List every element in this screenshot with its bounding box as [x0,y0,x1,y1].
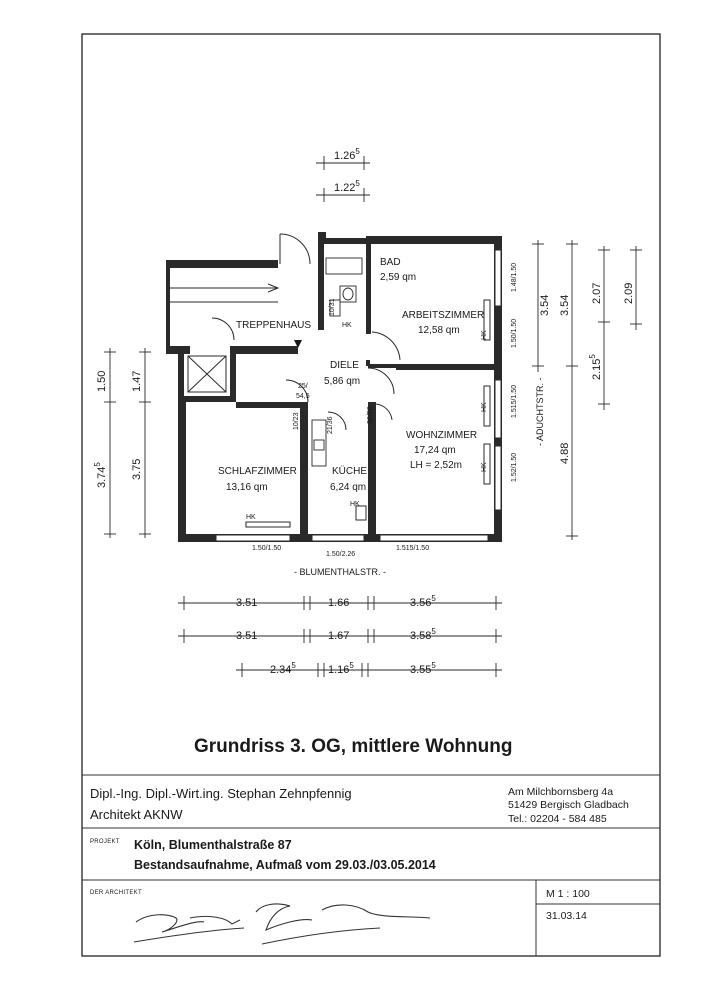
dim-row1-2: 1.66 [328,597,350,609]
dim-row3-3: 3.55$^5$ [410,661,436,676]
room-bad-area: 2,59 qm [380,272,417,283]
schlaf-door-dim: 10/23 [293,412,300,430]
arbeits-window-dim-bottom: 1.50/1.50 [511,318,518,348]
windows [216,250,501,541]
hk-label-kueche: HK [350,501,360,508]
dim-row1-1: 3.51 [236,597,258,609]
room-kueche-name: KÜCHE [332,466,368,477]
bad-door-dim: 10/31 [329,298,336,316]
wohn-window-dim-bottom: 1.52/1.50 [511,452,518,482]
room-schlafzimmer-area: 13,16 qm [226,482,268,493]
dim-row3-2: 1.16$^5$ [328,661,354,676]
architect-name: Dipl.-Ing. Dipl.-Wirt.ing. Stephan Zehnpfennig [90,786,352,801]
room-kueche-area: 6,24 qm [330,482,367,493]
arbeits-window-dim-top: 1.48/1.50 [511,262,518,292]
room-wohnzimmer-height: LH = 2,52m [410,460,462,471]
stair-lines [166,284,278,302]
dim-right-1: 3.54 [539,294,551,316]
diele-door-dim-bottom: 54,5 [296,393,310,400]
architect-signature [134,904,430,944]
dim-right-5: 2.15$^5$ [588,354,603,380]
room-arbeitszimmer-name: ARBEITSZIMMER [402,310,485,321]
dim-right-3: 2.07 [591,282,603,304]
hk-label-wohn-1: HK [481,402,488,412]
signature-label: DER ARCHITEKT [90,890,142,896]
hk-label-schlaf: HK [246,514,256,521]
street-front: - BLUMENTHALSTR. - [294,567,387,577]
dim-top-2: 1.22$^5$ [334,179,360,194]
dim-left-4: 3.75 [131,458,143,480]
kueche-door-dim: 21/36 [327,416,334,434]
hk-label-wohn-2: HK [481,462,488,472]
room-treppenhaus-name: TREPPENHAUS [236,320,312,331]
room-arbeitszimmer-area: 12,58 qm [418,325,460,336]
room-schlafzimmer-name: SCHLAFZIMMER [218,466,297,477]
elevator-icon [188,356,226,392]
dim-left-1: 1.50 [96,370,108,392]
hk-label-bad: HK [342,322,352,329]
dim-left-2: 3.74$^5$ [93,462,108,488]
scale-label: M 1 : 100 [546,888,590,900]
dim-left-3: 1.47 [131,370,143,392]
schlaf-window-dim: 1.50/1.50 [252,545,282,552]
room-diele-area: 5,86 qm [324,376,361,387]
architect-city: 51429 Bergisch Gladbach [508,799,629,811]
dim-right-6: 4.88 [559,442,571,464]
drawing-title: Grundriss 3. OG, mittlere Wohnung [194,736,513,757]
wohn-door-dim: 36/56 [367,406,374,424]
project-address: Köln, Blumenthalstraße 87 [134,838,292,852]
diele-door-dim-top: 25/ [298,383,308,390]
room-wohnzimmer-area: 17,24 qm [414,445,456,456]
architect-phone: Tel.: 02204 - 584 485 [508,813,607,825]
dim-row3-1: 2.34$^5$ [270,661,296,676]
dimension-labels [93,147,635,676]
room-wohnzimmer-name: WOHNZIMMER [406,430,478,441]
dim-row1-3: 3.56$^5$ [410,594,436,609]
dim-row2-3: 3.58$^5$ [410,627,436,642]
dim-row2-1: 3.51 [236,630,258,642]
room-labels [218,257,484,493]
architect-title: Architekt AKNW [90,807,183,822]
room-bad-name: BAD [380,257,401,268]
dim-right-2: 3.54 [559,294,571,316]
dim-right-4: 2.09 [623,282,635,304]
architect-street: Am Milchbornsberg 4a [508,786,614,798]
dim-top-1: 1.26$^5$ [334,147,360,162]
project-label: PROJEKT [90,839,120,845]
street-side: - ADUCHTSTR. - [535,377,545,446]
room-diele-name: DIELE [330,360,359,371]
drawing-date: 31.03.14 [546,910,587,922]
wohn-front-window-dim: 1.515/1.50 [396,545,430,552]
kueche-window-dim: 1.50/2.26 [326,551,356,558]
kitchen-fixtures [312,420,326,466]
project-description: Bestandsaufnahme, Aufmaß vom 29.03./03.05.2014 [134,858,436,872]
wohn-window-dim-top: 1.515/1.50 [511,384,518,418]
walls [166,232,502,542]
hk-label-arbeits: HK [481,330,488,340]
dim-row2-2: 1.67 [328,630,350,642]
